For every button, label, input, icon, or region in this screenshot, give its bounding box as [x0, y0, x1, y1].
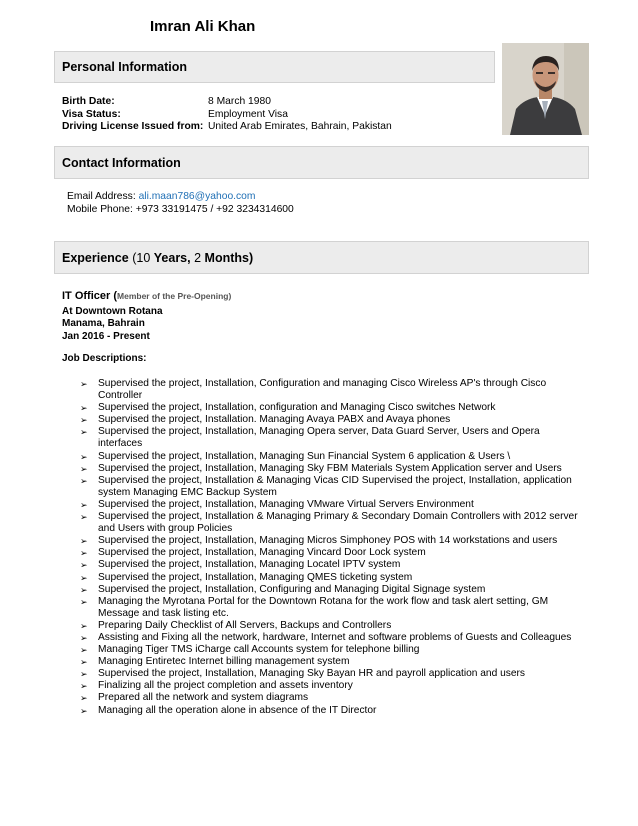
arrow-bullet-icon: ➢: [80, 475, 88, 486]
duty-item: [80, 547, 580, 559]
duty-item: [80, 451, 580, 463]
driving-license-row: [62, 121, 392, 134]
duty-text: Supervised the project, Installation, Managing Micros Simphoney POS with 14 workstations and users: [98, 535, 558, 547]
contact-information-heading: [54, 146, 589, 179]
duty-item: [80, 620, 580, 632]
duty-text: Preparing Daily Checklist of All Servers, Backups and Controllers: [98, 619, 392, 631]
arrow-bullet-icon: ➢: [80, 427, 88, 438]
duty-text: Supervised the project, Installation & Managing Vicas CID Supervised the project, Installation, application system Managing EMC Backup System: [98, 474, 572, 498]
arrow-bullet-icon: ➢: [80, 379, 88, 389]
duty-text: Supervised the project, Installation, Managing QMES ticketing system: [98, 571, 413, 583]
personal-heading-text: Personal Information: [62, 60, 188, 74]
arrow-bullet-icon: ➢: [80, 681, 88, 692]
arrow-bullet-icon: ➢: [80, 669, 88, 680]
job-descriptions-heading: Job Descriptions:: [62, 353, 147, 364]
candidate-name: Imran Ali Khan: [150, 18, 256, 35]
phone-row: [67, 204, 294, 217]
arrow-bullet-icon: ➢: [80, 463, 88, 474]
duty-item: [80, 668, 580, 680]
job-duties-list: [80, 378, 580, 717]
duty-text: Finalizing all the project completion and assets inventory: [98, 680, 353, 692]
duty-text: Prepared all the network and system diagrams: [98, 692, 309, 704]
experience-years-number: (10: [132, 250, 151, 265]
duty-text: Supervised the project, Installation. Managing Avaya PABX and Avaya phones: [98, 414, 451, 426]
duty-item: [80, 426, 580, 450]
duty-text: Managing the Myrotana Portal for the Downtown Rotana for the work flow and task alert setting, GM Message and task listing etc.: [98, 595, 549, 619]
email-row: [67, 191, 294, 204]
experience-months-label: Months): [204, 250, 254, 265]
job-title: [62, 290, 231, 302]
phone-value: +973 33191475 / +92 3234314600: [135, 203, 294, 215]
duty-item: [80, 632, 580, 644]
arrow-bullet-icon: ➢: [80, 560, 88, 571]
experience-heading-text: Experience: [62, 250, 129, 265]
arrow-bullet-icon: ➢: [80, 403, 88, 414]
driving-license-value: United Arab Emirates, Bahrain, Pakistan: [208, 121, 392, 132]
personal-information-heading: [54, 51, 495, 83]
experience-years-label: Years,: [153, 250, 191, 265]
duty-item: [80, 499, 580, 511]
arrow-bullet-icon: ➢: [80, 645, 88, 656]
duty-text: Managing Entiretec Internet billing management system: [98, 656, 350, 668]
duty-item: [80, 584, 580, 596]
driving-license-label: Driving License Issued from:: [62, 121, 204, 132]
duty-text: Supervised the project, Installation, Managing Sky FBM Materials System Application server and Users: [98, 462, 562, 474]
arrow-bullet-icon: ➢: [80, 572, 88, 583]
duty-text: Supervised the project, Installation & Managing Primary & Secondary Domain Controllers with 2012 server and Users with group Policies: [98, 511, 578, 535]
arrow-bullet-icon: ➢: [80, 499, 88, 510]
duty-text: Supervised the project, Installation, Managing Locatel IPTV system: [98, 559, 401, 571]
duty-item: [80, 463, 580, 475]
duty-text: Supervised the project, Installation, Managing Opera server, Data Guard Server, Users and Opera interfaces: [98, 426, 540, 450]
email-label: Email Address:: [67, 191, 136, 202]
duty-text: Supervised the project, Installation, Managing Sky Bayan HR and payroll application and users: [98, 668, 525, 680]
job-location: Manama, Bahrain: [62, 318, 145, 330]
arrow-bullet-icon: ➢: [80, 536, 88, 547]
duty-item: [80, 511, 580, 535]
birth-date-label: Birth Date:: [62, 96, 115, 107]
birth-date-value: 8 March 1980: [208, 96, 271, 107]
job-meta: [62, 306, 163, 343]
arrow-bullet-icon: ➢: [80, 548, 88, 559]
duty-item: [80, 402, 580, 414]
duty-item: [80, 559, 580, 571]
duty-item: [80, 680, 580, 692]
duty-text: Managing all the operation alone in absence of the IT Director: [98, 704, 377, 716]
job-title-text: IT Officer (: [62, 290, 118, 302]
arrow-bullet-icon: ➢: [80, 415, 88, 426]
duty-text: Managing Tiger TMS iCharge call Accounts system for telephone billing: [98, 644, 420, 656]
phone-label: Mobile Phone:: [67, 203, 133, 215]
duty-item: [80, 705, 580, 717]
duty-item: [80, 656, 580, 668]
birth-date-row: [62, 96, 392, 109]
experience-heading: [54, 241, 589, 274]
duty-item: [80, 596, 580, 620]
visa-status-row: [62, 109, 392, 122]
duty-text: Supervised the project, Installation, Configuration and managing Cisco Wireless AP's through Cisco Controller: [98, 378, 547, 402]
duty-item: [80, 572, 580, 584]
duty-text: Supervised the project, Installation, Configuring and Managing Digital Signage system: [98, 583, 486, 595]
personal-details: [62, 96, 392, 134]
arrow-bullet-icon: ➢: [80, 451, 88, 462]
arrow-bullet-icon: ➢: [80, 705, 88, 716]
profile-photo: [502, 43, 589, 135]
arrow-bullet-icon: ➢: [80, 512, 88, 523]
duty-item: [80, 414, 580, 426]
visa-status-label: Visa Status:: [62, 108, 121, 120]
visa-status-value: Employment Visa: [208, 108, 288, 120]
job-title-note: Member of the Pre-Opening): [117, 291, 232, 301]
contact-heading-text: Contact Information: [62, 155, 181, 170]
duty-item: [80, 535, 580, 547]
duty-text: Assisting and Fixing all the network, hardware, Internet and software problems of Guests and Colleagues: [98, 631, 572, 643]
duty-text: Supervised the project, Installation, configuration and Managing Cisco switches Network: [98, 402, 496, 414]
duty-item: [80, 692, 580, 704]
duty-text: Supervised the project, Installation, Managing Sun Financial System 6 application & Users \: [98, 450, 511, 462]
duty-item: [80, 475, 580, 499]
job-company: At Downtown Rotana: [62, 306, 163, 317]
duty-item: [80, 644, 580, 656]
contact-details: [67, 191, 294, 216]
arrow-bullet-icon: ➢: [80, 693, 88, 704]
experience-months-number: 2: [194, 250, 202, 265]
duty-item: [80, 378, 580, 402]
arrow-bullet-icon: ➢: [80, 632, 88, 643]
arrow-bullet-icon: ➢: [80, 620, 88, 631]
job-period: Jan 2016 - Present: [62, 330, 150, 342]
duty-text: Supervised the project, Installation, Managing Vincard Door Lock system: [98, 547, 426, 559]
arrow-bullet-icon: ➢: [80, 584, 88, 595]
email-link[interactable]: ali.maan786@yahoo.com: [138, 191, 256, 202]
arrow-bullet-icon: ➢: [80, 596, 88, 607]
arrow-bullet-icon: ➢: [80, 657, 88, 668]
duty-text: Supervised the project, Installation, Managing VMware Virtual Servers Environment: [98, 498, 474, 510]
